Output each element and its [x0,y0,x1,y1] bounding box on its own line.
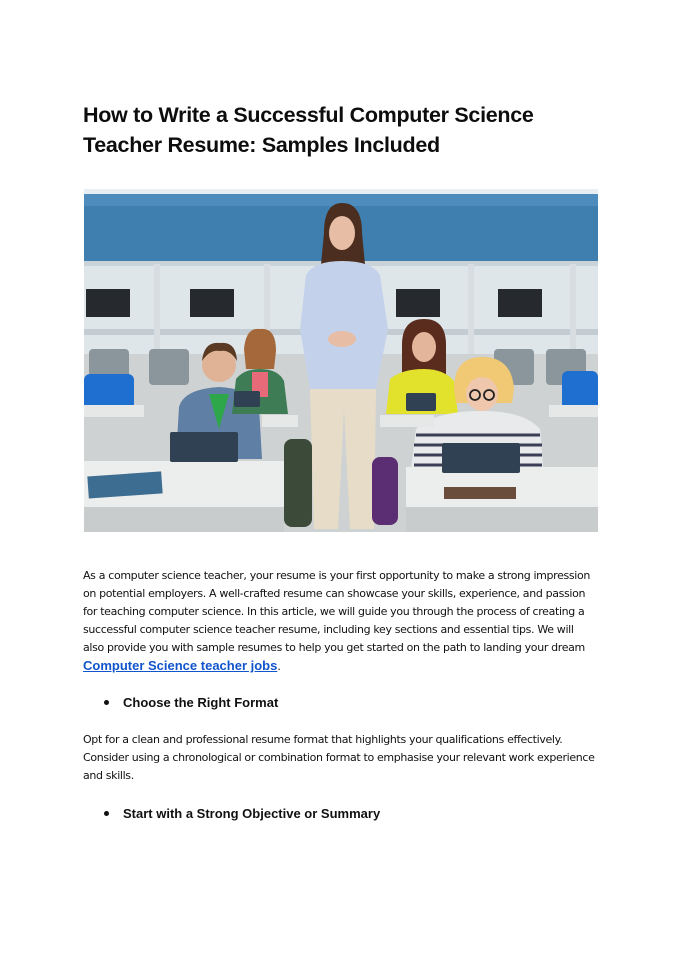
bullet-icon [104,811,109,816]
intro-paragraph [83,567,595,676]
section-heading-text: Start with a Strong Objective or Summary [123,806,381,821]
bullet-icon [104,700,109,705]
classroom-photo [84,189,598,532]
computer-science-jobs-link[interactable]: Computer Science teacher jobs [83,658,278,673]
article-title: How to Write a Successful Computer Science Teacher Resume: Samples Included [83,103,534,157]
section-heading-format [104,695,278,710]
format-paragraph: Opt for a clean and professional resume format that highlights your qualifications effectively. Consider using a chronological or combination format to emphasise your relevant work experience and skills. [83,733,595,782]
section-heading-objective [104,806,380,821]
section-heading-text: Choose the Right Format [123,695,279,710]
intro-end: . [277,660,281,673]
intro-text: As a computer science teacher, your resume is your first opportunity to make a strong impression on potential employers. A well-crafted resume can showcase your skills, experience, and passion for teaching computer science. In this article, we will guide you through the process of creating a successful computer science teacher resume, including key sections and essential tips. We will also provide you with sample resumes to help you get started on the path to landing your dream [83,569,590,654]
